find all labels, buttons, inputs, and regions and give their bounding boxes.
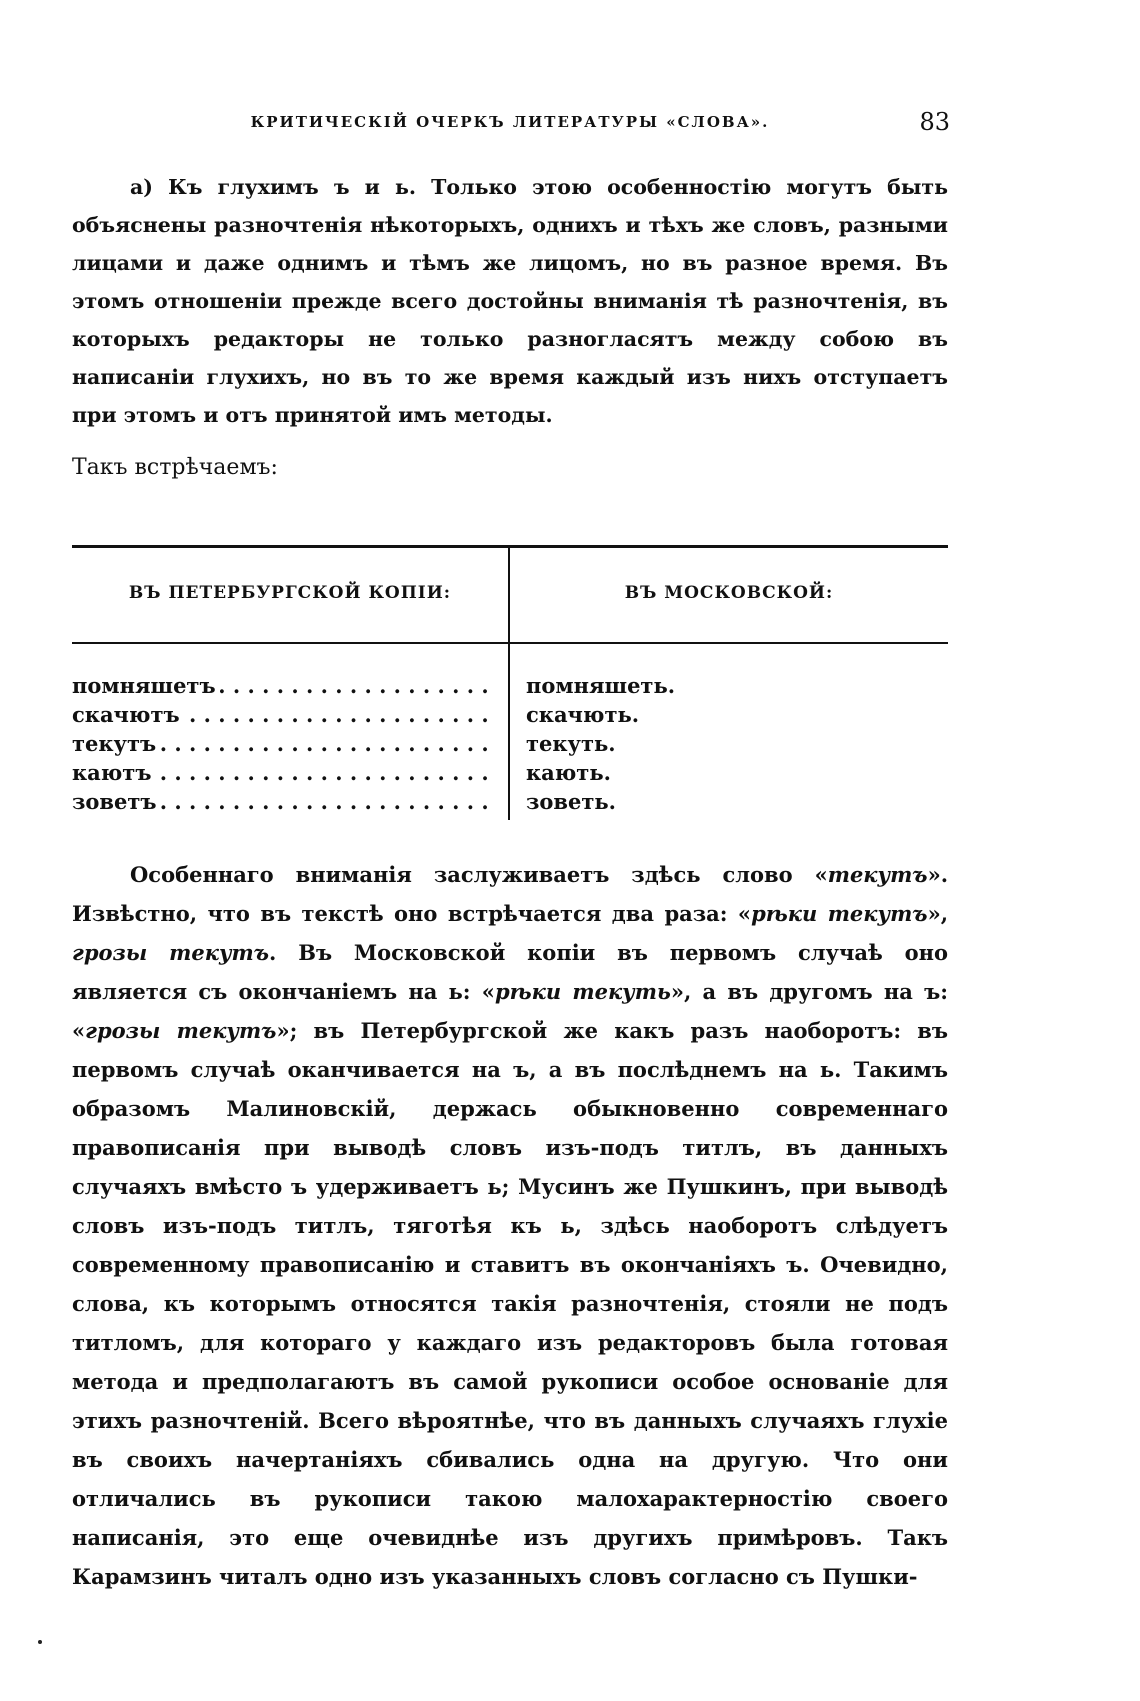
paragraph-3-text: Особеннаго вниманія заслуживаетъ здѣсь слово « — [130, 862, 828, 887]
table-row — [72, 789, 948, 818]
moscow-reading: кають. — [526, 760, 611, 785]
table-body — [72, 673, 948, 818]
moscow-reading: текуть. — [526, 731, 616, 756]
quoted-word: текутъ — [827, 862, 928, 887]
paragraph-3-text: », — [927, 901, 948, 926]
comparison-table — [72, 545, 948, 820]
moscow-reading: скачють. — [526, 702, 640, 727]
table-row — [72, 702, 948, 731]
print-speck — [38, 1640, 42, 1644]
paragraph-2: Такъ встрѣчаемъ: — [72, 455, 278, 480]
column-header-petersburg: ВЪ ПЕТЕРБУРГСКОЙ КОПІИ: — [128, 583, 452, 603]
paragraph-3-text: ». Извѣстно, что въ текстѣ оно встрѣчается два раза: « — [72, 862, 948, 926]
moscow-reading: помняшеть. — [526, 673, 676, 698]
running-title: КРИТИЧЕСКІЙ ОЧЕРКЪ ЛИТЕРАТУРЫ «СЛОВА». — [250, 113, 770, 131]
petersburg-reading: скачютъ — [72, 702, 184, 727]
paragraph-3 — [72, 855, 948, 1596]
petersburg-reading: зоветъ — [72, 789, 160, 814]
paragraph-3-text: », а въ другомъ на ъ: « — [72, 979, 948, 1043]
page-header — [70, 108, 950, 147]
paragraph-1: а) Къ глухимъ ъ и ь. Только этою особенностію могутъ быть объяснены разночтенія нѣкоторыхъ, однихъ и тѣхъ же словъ, разными лицами и даже однимъ и тѣмъ же лицомъ, но въ разное время. Въ этомъ отношеніи прежде всего достойны вниманія тѣ разночтенія, въ которыхъ редакторы не только разногласятъ между собою въ написаніи глухихъ, но въ то же время каждый изъ нихъ отступаетъ при этомъ и отъ принятой имъ методы. — [72, 175, 948, 427]
page-number: 83 — [919, 108, 950, 136]
petersburg-reading: каютъ — [72, 760, 155, 785]
paragraph-3-text: »; въ Петербургской же какъ разъ наоборотъ: въ первомъ случаѣ оканчивается на ъ, а въ послѣднемъ на ь. Такимъ образомъ Малиновскій, держась обыкновенно современнаго правописанія при выводѣ словъ изъ-подъ титлъ, въ данныхъ случаяхъ вмѣсто ъ удерживаетъ ь; Мусинъ же Пушкинъ, при выводѣ словъ изъ-подъ титлъ, тяготѣя къ ь, здѣсь наоборотъ слѣдуетъ современному правописанію и ставитъ въ окончаніяхъ ъ. Очевидно, слова, къ которымъ относятся такія разночтенія, стояли не подъ титломъ, для котораго у каждаго изъ редакторовъ была готовая метода и предполагаютъ въ самой рукописи особое основаніе для этихъ разночтеній. Всего вѣроятнѣе, что въ данныхъ случаяхъ глухіе въ своихъ начертаніяхъ сбивались одна на другую. Что они отличались въ рукописи такою малохарактерностію своего написанія, это еще очевиднѣе изъ другихъ примѣровъ. Такъ Карамзинъ читалъ одно изъ указанныхъ словъ согласно съ Пушки- — [72, 1018, 949, 1589]
moscow-reading: зоветь. — [526, 789, 616, 814]
quoted-phrase: рѣки текутъ — [751, 901, 928, 926]
paragraph-3-text: . Въ Московской копіи въ первомъ случаѣ оно является съ окончаніемъ на ь: « — [72, 940, 948, 1004]
table-header-rule — [72, 642, 948, 644]
petersburg-reading: текутъ — [72, 731, 160, 756]
table-row — [72, 760, 948, 789]
table-row — [72, 731, 948, 760]
table-top-rule — [72, 545, 948, 548]
quoted-phrase: грозы текутъ — [85, 1018, 277, 1043]
table-row — [72, 673, 948, 702]
quoted-phrase: грозы текутъ — [72, 940, 269, 965]
petersburg-reading: помняшетъ — [72, 673, 220, 698]
quoted-phrase: рѣки текуть — [494, 979, 671, 1004]
column-header-moscow: ВЪ МОСКОВСКОЙ: — [624, 583, 834, 603]
